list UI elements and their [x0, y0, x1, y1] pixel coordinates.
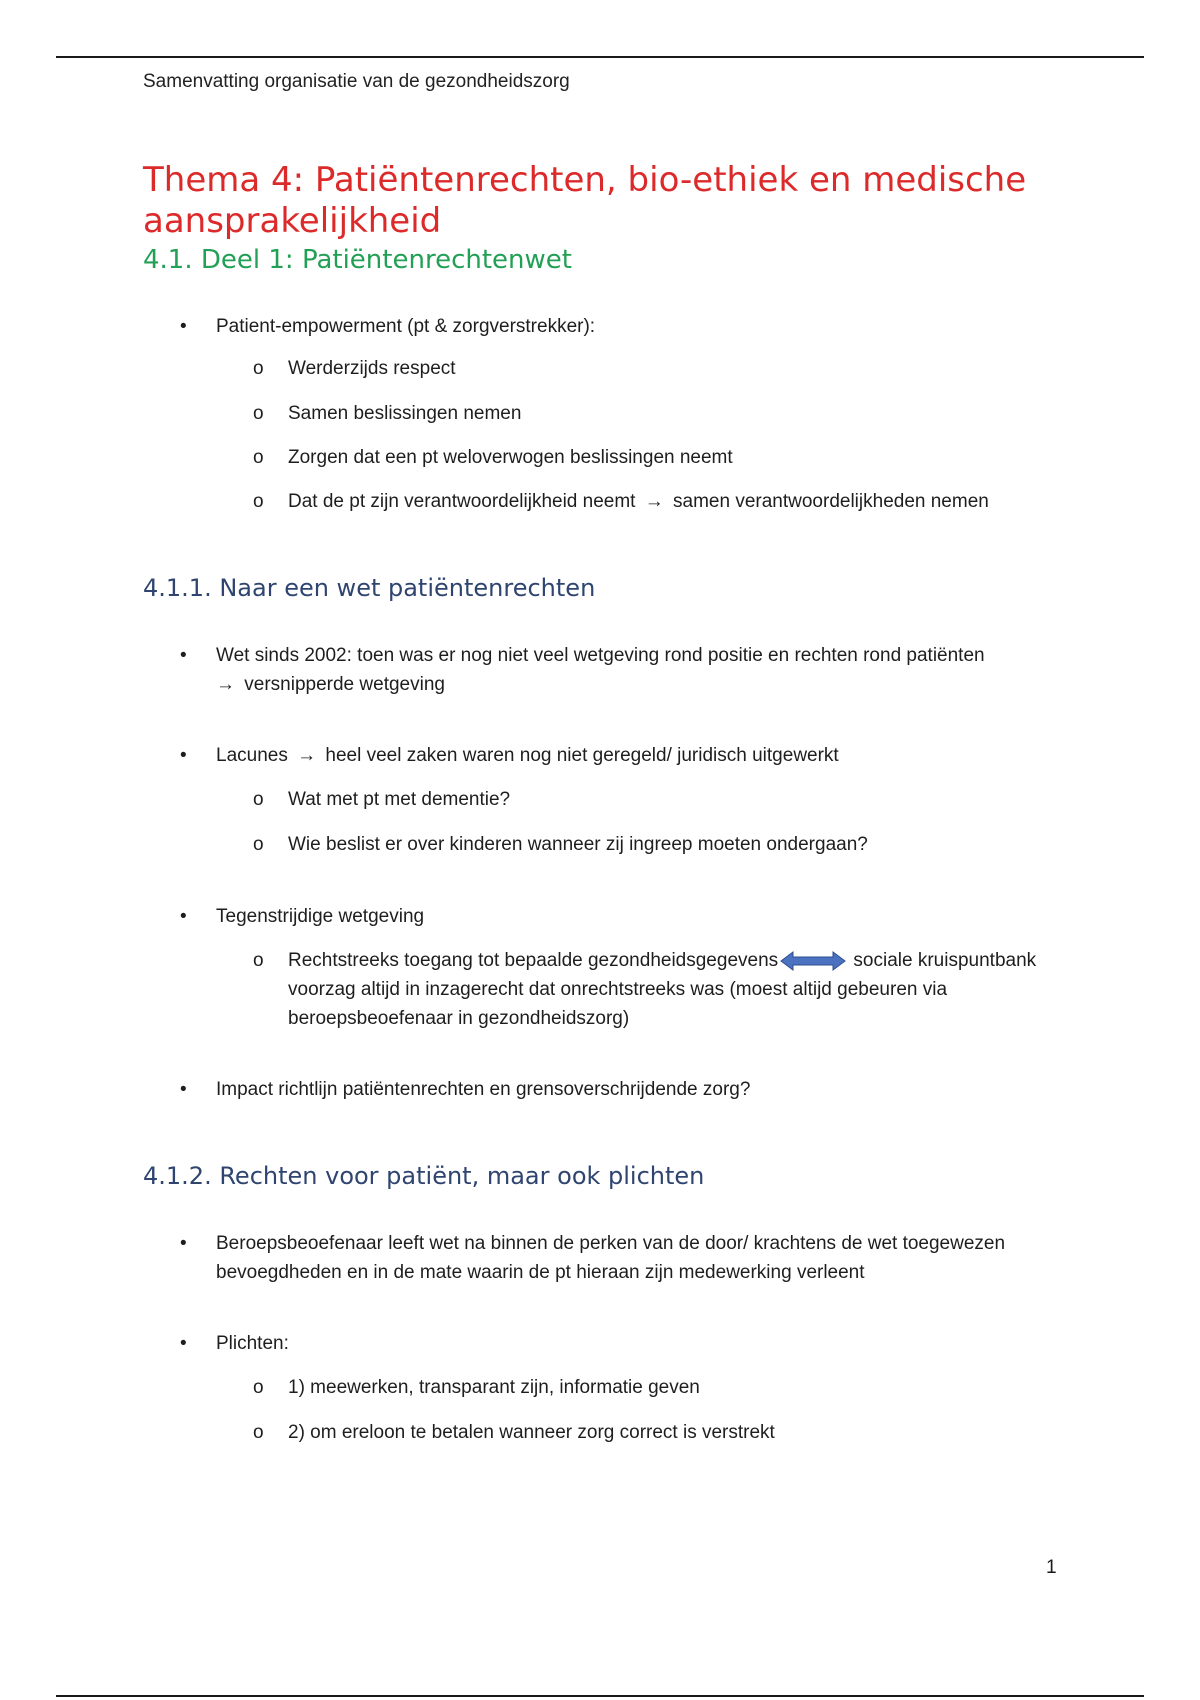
sub-list-item-text: samen verantwoordelijkheden nemen [673, 491, 989, 512]
sub-bullet: o [253, 358, 264, 379]
list-item-text: Lacunes [216, 745, 288, 766]
sub-bullet: o [253, 950, 264, 971]
sub-bullet: o [253, 834, 264, 855]
section-4-1-list [143, 312, 1063, 516]
footer-rule [56, 1695, 1144, 1697]
sub-list-item-text: Wie beslist er over kinderen wanneer zij ingreep moeten ondergaan? [288, 834, 868, 855]
sub-list-item [143, 1418, 1063, 1447]
list-item [143, 741, 1063, 770]
arrow-right-icon: → [297, 745, 317, 766]
sub-list-item-text: Zorgen dat een pt weloverwogen beslissingen neemt [288, 447, 733, 468]
list-item [143, 902, 1063, 931]
header-rule [56, 56, 1144, 58]
sub-list-item [143, 399, 1063, 428]
bullet: • [180, 1333, 187, 1354]
list-item-text: versnipperde wetgeving [244, 674, 445, 695]
sub-bullet: o [253, 789, 264, 810]
sub-list-item [143, 946, 1063, 1033]
sub-bullet: o [253, 491, 264, 512]
sub-list-item [143, 443, 1063, 472]
sub-list-item [143, 830, 1063, 859]
section-4-1-heading: 4.1. Deel 1: Patiëntenrechtenwet [143, 245, 572, 275]
list-item-text: Tegenstrijdige wetgeving [216, 906, 425, 927]
section-4-1-1-heading: 4.1.1. Naar een wet patiëntenrechten [143, 574, 596, 602]
sub-list-item [143, 354, 1063, 383]
section-4-1-2-list [143, 1229, 1063, 1447]
running-header: Samenvatting organisatie van de gezondheidszorg [143, 71, 570, 92]
section-4-1-2-heading: 4.1.2. Rechten voor patiënt, maar ook plichten [143, 1162, 705, 1190]
double-arrow-icon [780, 950, 846, 972]
list-item [143, 1329, 1063, 1358]
sub-list-item-text: Samen beslissingen nemen [288, 403, 522, 424]
list-item [143, 1229, 1063, 1287]
sub-bullet: o [253, 403, 264, 424]
sub-list-item [143, 487, 1063, 516]
title-line-1: Thema 4: Patiëntenrechten, bio-ethiek en medische [143, 160, 1027, 200]
sub-list-item [143, 785, 1063, 814]
sub-list-item-text: 1) meewerken, transparant zijn, informatie geven [288, 1377, 700, 1398]
sub-list-item [143, 1373, 1063, 1402]
sub-list-item-text: Dat de pt zijn verantwoordelijkheid neemt [288, 491, 636, 512]
list-item-text: Beroepsbeoefenaar leeft wet na binnen de perken van de door/ krachtens de wet toegewezen bevoegdheden en in de mate waarin de pt hieraan zijn medewerking verleent [216, 1233, 1006, 1283]
document-body [143, 160, 1063, 1447]
list-item-text: heel veel zaken waren nog niet geregeld/ juridisch uitgewerkt [325, 745, 839, 766]
list-item [143, 312, 1063, 341]
sub-list-item-text: Werderzijds respect [288, 358, 456, 379]
page-title [143, 160, 1063, 242]
list-item-text: Impact richtlijn patiëntenrechten en grensoverschrijdende zorg? [216, 1079, 751, 1100]
list-item-text: Patient-empowerment (pt & zorgverstrekker): [216, 316, 596, 337]
arrow-right-icon: → [216, 674, 235, 695]
arrow-right-icon: → [644, 491, 664, 512]
sub-bullet: o [253, 1422, 264, 1443]
list-item-text: Wet sinds 2002: toen was er nog niet veel wetgeving rond positie en rechten rond patiënten [216, 645, 985, 666]
sub-list-item-text: 2) om ereloon te betalen wanneer zorg correct is verstrekt [288, 1422, 775, 1443]
list-item [143, 641, 1063, 699]
bullet: • [180, 316, 187, 337]
bullet: • [180, 1079, 187, 1100]
sub-bullet: o [253, 447, 264, 468]
section-4-1-1-list [143, 641, 1063, 1104]
sub-list-item-text: Rechtstreeks toegang tot bepaalde gezondheidsgegevens [288, 950, 779, 971]
sub-list-item-text: kruispuntbank voorzag altijd in inzagerecht dat onrechtstreeks was (moest altijd gebeuren via beroepsbeoefenaar in gezondheidszorg) [288, 950, 1037, 1029]
bullet: • [180, 906, 187, 927]
bullet: • [180, 645, 187, 666]
bullet: • [180, 745, 187, 766]
sub-list-item-text: Wat met pt met dementie? [288, 789, 511, 810]
bullet: • [180, 1233, 187, 1254]
list-item [143, 1075, 1063, 1104]
sub-bullet: o [253, 1377, 264, 1398]
page-number: 1 [1046, 1557, 1057, 1578]
title-line-2: aansprakelijkheid [143, 201, 442, 241]
list-item-text: Plichten: [216, 1333, 289, 1354]
sub-list-item-text: sociale [853, 950, 913, 971]
